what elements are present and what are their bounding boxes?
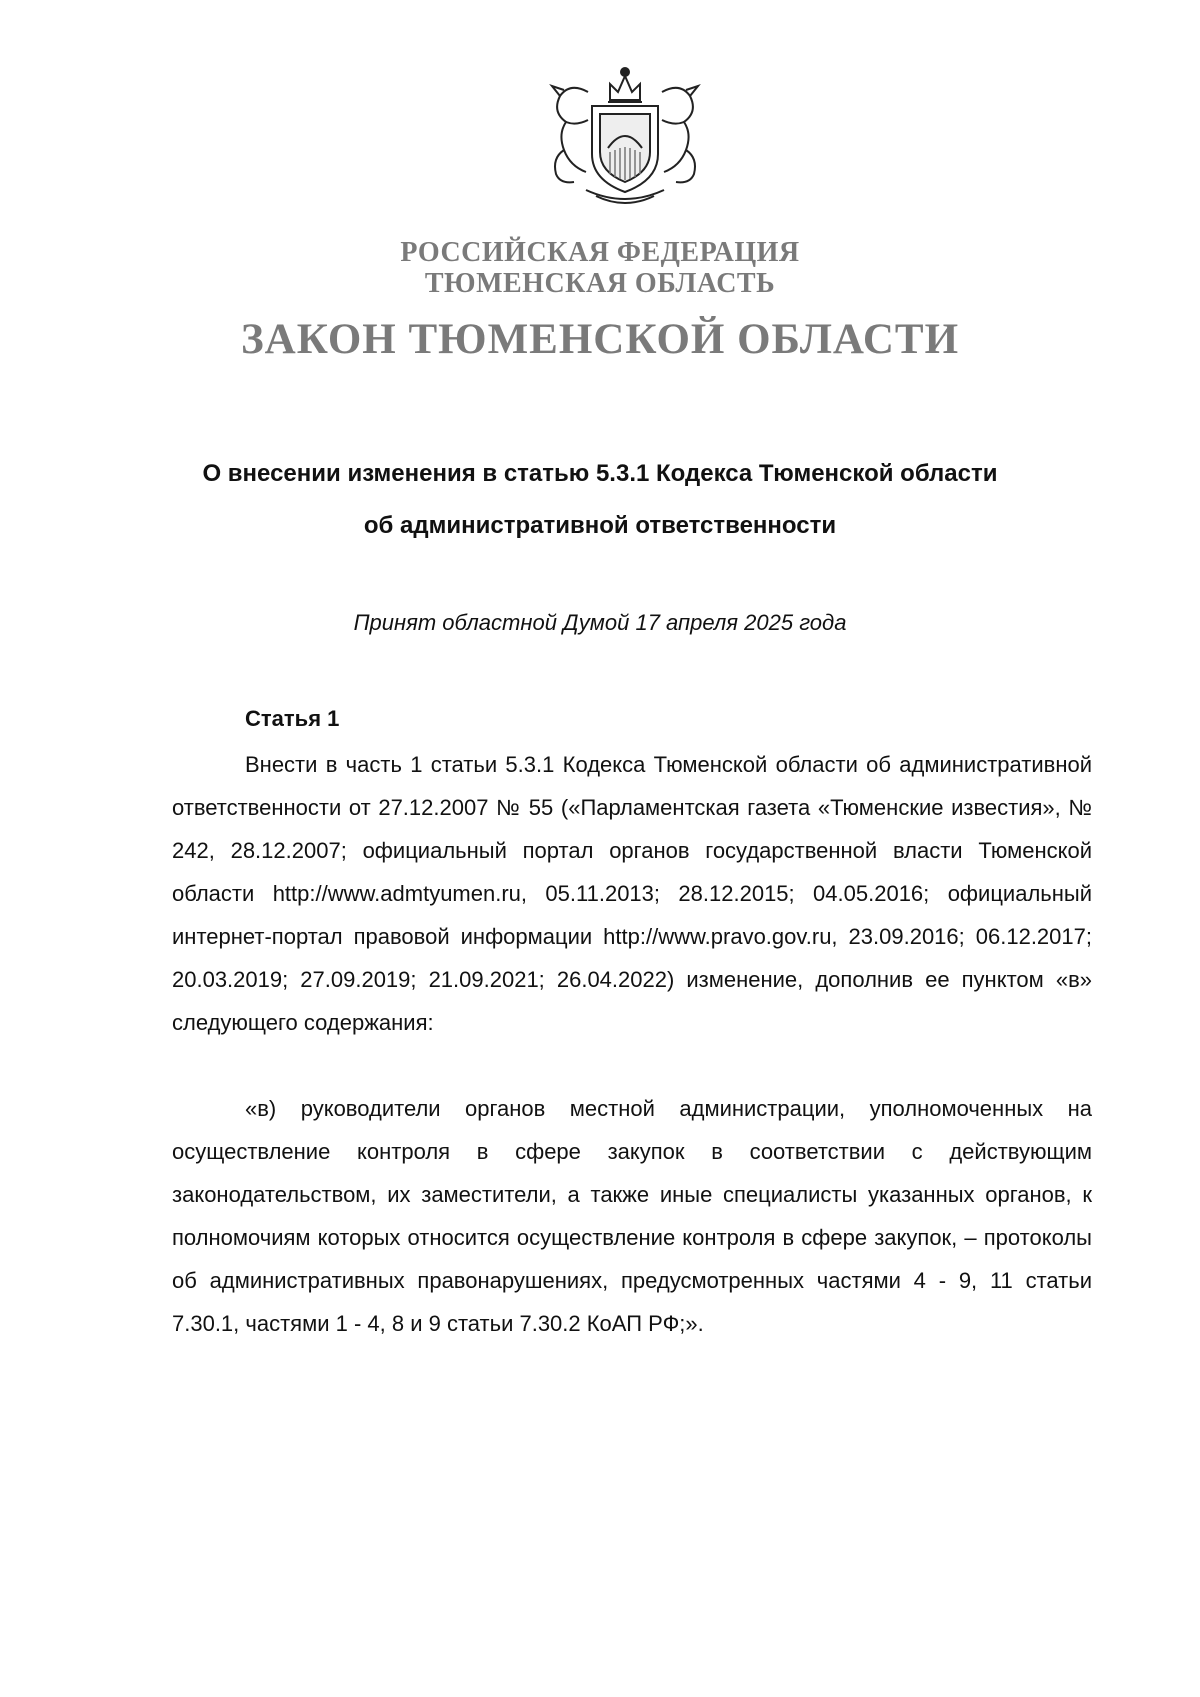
adoption-note: Принят областной Думой 17 апреля 2025 года [353, 610, 847, 635]
article-heading: Статья 1 [245, 706, 340, 731]
header-doc-type: ЗАКОН ТЮМЕНСКОЙ ОБЛАСТИ [240, 316, 960, 363]
law-title-line-2: об административной ответственности [363, 512, 837, 539]
header-federation: РОССИЙСКАЯ ФЕДЕРАЦИЯ [400, 237, 800, 268]
article-paragraph: Внести в часть 1 статьи 5.3.1 Кодекса Тюменской области об административной ответственности от 27.12.2007 № 55 («Парламентская газета «Тюменские известия», № 242, 28.12.2007; официальный портал органов государственной власти Тюменской области http://www.admtyumen.ru, 05.11.2013; 28.12.2015; 04.05.2016; официальный интернет-портал правовой информации http://www.pravo.gov.ru, 23.09.2016; 06.12.2017; 20.03.2019; 27.09.2019; 21.09.2021; 26.04.2022) изменение, дополнив ее пунктом «в» следующего содержания: [172, 752, 1092, 1035]
article-paragraph: «в) руководители органов местной администрации, уполномоченных на осуществление контроля в сфере закупок в соответствии с действующим законодательством, их заместители, а также иные специалисты указанных органов, к полномочиям которых относится осуществление контроля в сфере закупок, – протоколы об административных правонарушениях, предусмотренных частями 4 - 9, 11 статьи 7.30.1, частями 1 - 4, 8 и 9 статьи 7.30.2 КоАП РФ;». [172, 1096, 1092, 1336]
coat-of-arms-emblem [530, 62, 720, 212]
header-region: ТЮМЕНСКАЯ ОБЛАСТЬ [424, 268, 776, 299]
law-title-line-1: О внесении изменения в статью 5.3.1 Кодекса Тюменской области [202, 460, 998, 487]
tyumen-oblast-coat-of-arms-icon [530, 62, 720, 212]
